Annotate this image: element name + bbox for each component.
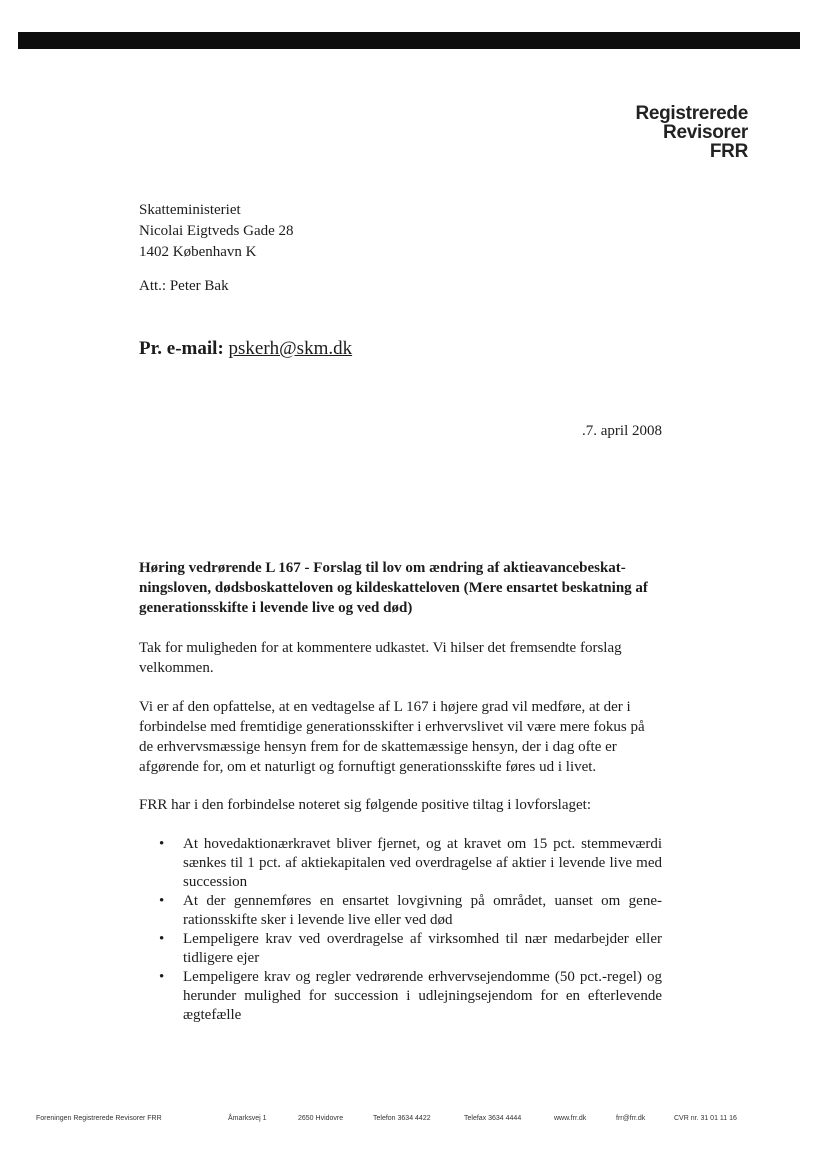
frr-logo <box>635 104 748 161</box>
list-item-text: At der gennemføres en ensartet lovgivning på området, uanset om generationsskifte sker i levende live eller ved død <box>183 893 662 928</box>
list-item-text: At hovedaktionærkravet bliver fjernet, og at kravet om 15 pct. stemmeværdi sænkes til 1 pct. af aktiekapitalen ved overdragelse af aktier i levende live med succession <box>183 836 662 890</box>
bullet-icon: • <box>159 969 165 985</box>
logo-line-3: FRR <box>709 141 748 162</box>
body-paragraph-2: Vi er af den opfattelse, at en vedtagelse af L 167 i højere grad vil medføre, at der i forbindelse med fremtidige generationsskifter i erhvervslivet vil være mere fokus på de erhvervsmæssige hensyn frem for de skattemæssige hensyn, der i dag ofte er afgørende for, om et naturligt og fornuftigt generationsskifte føres ud i livet. <box>139 699 645 775</box>
subject-heading: Høring vedrørende L 167 - Forslag til lov om ændring af aktieavancebeskatningsloven, dødsboskatteloven og kildeskatteloven (Mere ensartet beskatning af generationsskifte i levende live og ved død) <box>139 560 648 616</box>
footer-phone: Telefon 3634 4422 <box>373 1115 431 1122</box>
footer-cvr: CVR nr. 31 01 11 16 <box>674 1115 737 1122</box>
list-item <box>159 892 662 930</box>
list-item <box>159 930 662 968</box>
list-item <box>159 835 662 892</box>
list-item <box>159 968 662 1025</box>
footer-mail[interactable]: frr@frr.dk <box>616 1115 646 1122</box>
body-paragraph-1: Tak for muligheden for at kommentere udkastet. Vi hilser det fremsendte forslag velkommen. <box>139 640 622 676</box>
list-item-text: Lempeligere krav og regler vedrørende erhvervsejendomme (50 pct.-regel) og herunder mulighed for succession i udlejningsejendom for en efterlevende ægtefælle <box>183 969 662 1023</box>
footer-fax: Telefax 3634 4444 <box>464 1115 522 1122</box>
footer-org: Foreningen Registrerede Revisorer FRR <box>36 1115 162 1122</box>
logo-line-1: Registrerede <box>635 103 748 124</box>
logo-line-2: Revisorer <box>663 122 748 143</box>
letter-date: .7. april 2008 <box>582 423 662 439</box>
recipient-line-1: Skatteministeriet <box>139 202 241 218</box>
top-black-bar <box>18 32 800 49</box>
footer-city: 2650 Hvidovre <box>298 1115 344 1122</box>
recipient-line-2: Nicolai Eigtveds Gade 28 <box>139 223 294 239</box>
footer-web[interactable]: www.frr.dk <box>554 1115 587 1122</box>
email-label: Pr. e-mail: <box>139 338 224 359</box>
body-paragraph-3: FRR har i den forbindelse noteret sig følgende positive tiltag i lovforslaget: <box>139 797 591 813</box>
list-item-text: Lempeligere krav ved overdragelse af virksomhed til nær medarbejder eller tidligere ejer <box>183 931 662 966</box>
positive-measures-list <box>159 835 662 1025</box>
recipient-address <box>139 200 294 263</box>
bullet-icon: • <box>159 836 165 852</box>
email-line <box>139 338 352 360</box>
attention-line: Att.: Peter Bak <box>139 278 229 294</box>
bullet-icon: • <box>159 931 165 947</box>
recipient-line-3: 1402 København K <box>139 244 257 260</box>
bullet-icon: • <box>159 893 165 909</box>
footer-street: Åmarksvej 1 <box>228 1115 267 1122</box>
email-address-link[interactable]: pskerh@skm.dk <box>228 338 353 359</box>
